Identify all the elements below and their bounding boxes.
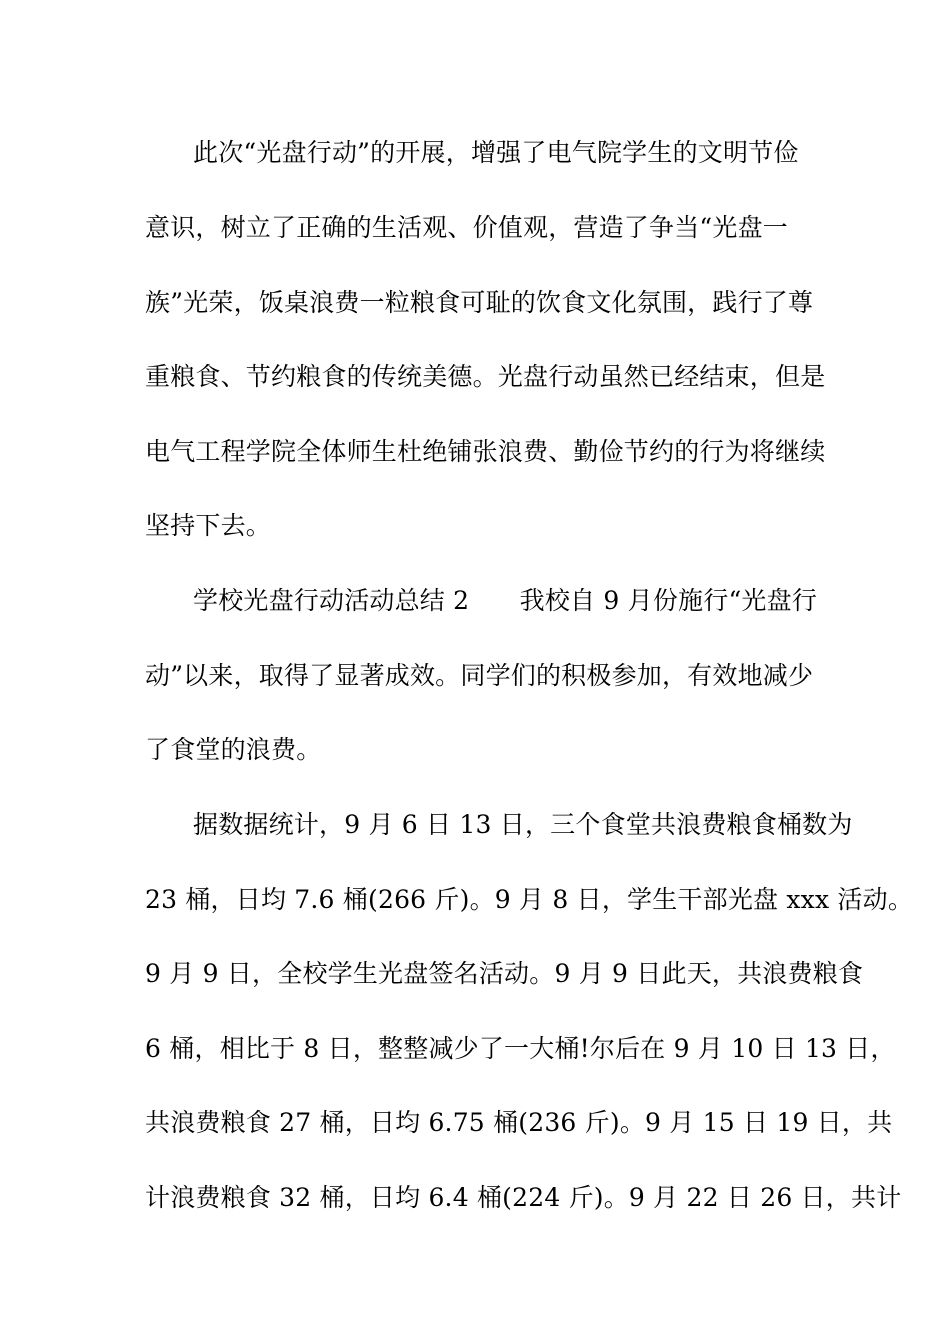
paragraph-line: 坚持下去。 bbox=[145, 511, 272, 540]
paragraph-line: 意识，树立了正确的生活观、价值观，营造了争当“光盘一 bbox=[145, 213, 788, 242]
paragraph-line: 9 月 9 日，全校学生光盘签名活动。9 月 9 日此天，共浪费粮食 bbox=[145, 959, 864, 988]
paragraph-line: 重粮食、节约粮食的传统美德。光盘行动虽然已经结束，但是 bbox=[145, 362, 826, 391]
paragraph-line: 了食堂的浪费。 bbox=[145, 735, 322, 764]
paragraph-line: 此次“光盘行动”的开展，增强了电气院学生的文明节俭 bbox=[193, 138, 799, 167]
paragraph-line: 电气工程学院全体师生杜绝铺张浪费、勤俭节约的行为将继续 bbox=[145, 437, 826, 466]
paragraph-line: 动”以来，取得了显著成效。同学们的积极参加，有效地减少 bbox=[145, 661, 814, 690]
paragraph-line: 族”光荣，饭桌浪费一粒粮食可耻的饮食文化氛围，践行了尊 bbox=[145, 288, 814, 317]
paragraph-line: 23 桶，日均 7.6 桶(266 斤)。9 月 8 日，学生干部光盘 xxx 活动。 bbox=[145, 885, 914, 914]
paragraph-line: 6 桶，相比于 8 日，整整减少了一大桶!尔后在 9 月 10 日 13 日， bbox=[145, 1034, 896, 1063]
paragraph-line: 学校光盘行动活动总结 2 我校自 9 月份施行“光盘行 bbox=[193, 586, 818, 615]
paragraph-line: 共浪费粮食 27 桶，日均 6.75 桶(236 斤)。9 月 15 日 19 日，共 bbox=[145, 1108, 893, 1137]
paragraph-line: 据数据统计，9 月 6 日 13 日，三个食堂共浪费粮食桶数为 bbox=[193, 810, 853, 839]
paragraph-line: 计浪费粮食 32 桶，日均 6.4 桶(224 斤)。9 月 22 日 26 日，共计 bbox=[145, 1183, 902, 1212]
